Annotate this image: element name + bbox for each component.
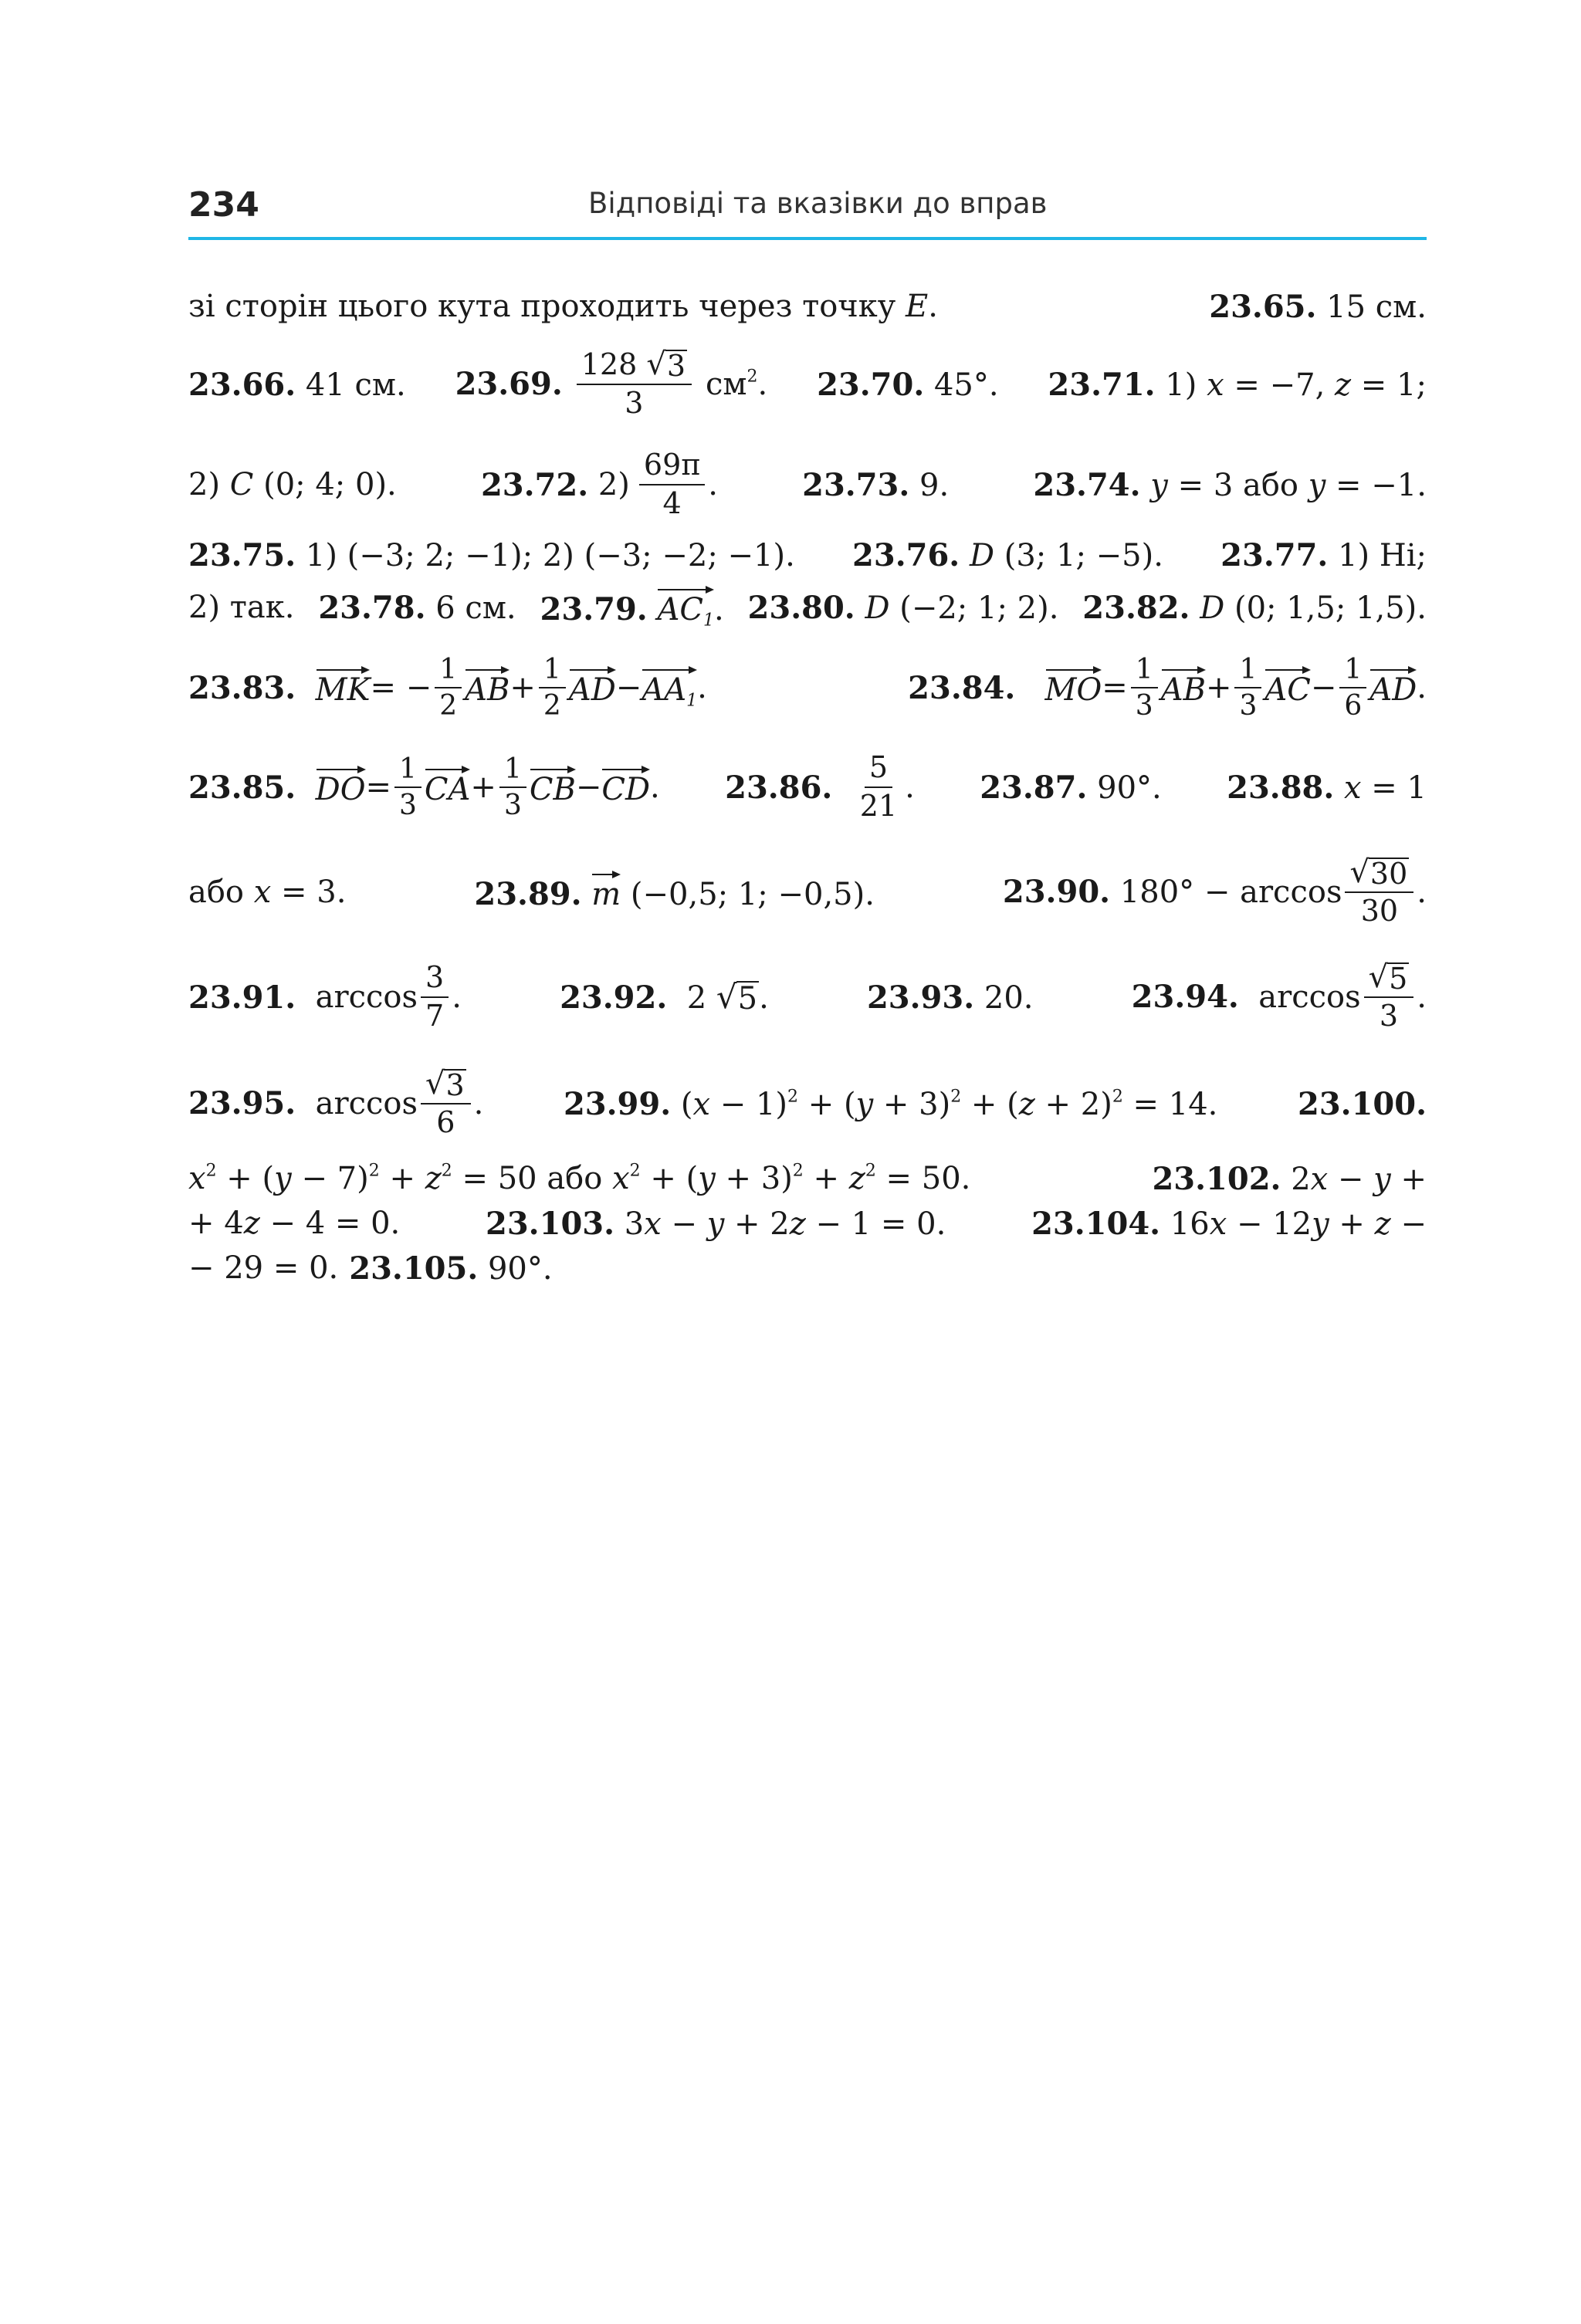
answer-text: зі сторін цього кута проходить через точку E. xyxy=(188,289,938,324)
answer-23-102: 23.102. 2x − y + xyxy=(1152,1160,1427,1197)
answer-23-75: 23.75. 1) (−3; 2; −1); 2) (−3; −2; −1). xyxy=(188,536,795,573)
vector: AB xyxy=(465,668,510,708)
answer-23-79: 23.79. $AC_1$. xyxy=(540,587,724,628)
answer-23-71-part2: 2) C (0; 4; 0). xyxy=(188,467,397,502)
answer-23-88-part2: або x = 3. xyxy=(188,874,347,910)
answer-line-10 xyxy=(188,1057,1427,1150)
answer-line-7 xyxy=(188,744,1427,830)
answer-23-88: 23.88. x = 1 xyxy=(1227,769,1427,806)
fraction: $\frac{69\pi}{4}$ xyxy=(639,448,705,520)
answer-line-3 xyxy=(188,441,1427,528)
answer-23-105: 23.105. 90°. xyxy=(349,1250,553,1287)
answer-line-9 xyxy=(188,951,1427,1044)
running-title: Відповіді та вказівки до вправ xyxy=(588,187,1048,220)
fraction: √ 30 30 xyxy=(1345,856,1413,929)
answer-23-77: 23.77. 1) Ні; xyxy=(1220,536,1427,573)
vector: $AC_1$ xyxy=(657,587,714,628)
answer-23-94: 23.94. arccos √ 5 3 . xyxy=(1131,959,1427,1033)
vector: $AA_1$ xyxy=(642,668,697,708)
answer-line-2 xyxy=(188,338,1427,431)
answer-23-93: 23.93. 20. xyxy=(866,979,1034,1016)
answer-23-99: 23.99. $(x - 1)^2 + (y + 3)^2 + (z + 2)^2 = 14$. xyxy=(563,1085,1218,1122)
answer-23-104-body: − 29 = 0. xyxy=(188,1250,339,1286)
answer-23-77-part2: 2) так. xyxy=(188,590,295,625)
answer-line-12 xyxy=(188,1204,1427,1243)
page-header xyxy=(188,182,1427,236)
answer-line-13 xyxy=(188,1249,1427,1287)
answer-line-6 xyxy=(188,645,1427,730)
answer-23-102-body: + 4z − 4 = 0. xyxy=(188,1206,401,1241)
vector: CA xyxy=(425,767,471,807)
page-number: 234 xyxy=(188,185,259,225)
answer-23-70: 23.70. 45°. xyxy=(817,366,999,403)
answer-23-92: 23.92. 2 √ 5 . xyxy=(560,977,769,1017)
vector: MO xyxy=(1045,668,1102,708)
answer-23-90: 23.90. 180° − arccos √ 30 30 . xyxy=(1002,854,1427,929)
answer-23-82: 23.82. D (0; 1,5; 1,5). xyxy=(1082,589,1427,626)
answer-23-91: 23.91. arccos $\frac{3}{7}$ . xyxy=(188,960,462,1033)
answer-23-87: 23.87. 90°. xyxy=(980,769,1162,806)
fraction: 128 √ 3 3 xyxy=(577,348,692,421)
answer-line-1 xyxy=(188,287,1427,326)
answer-23-69: 23.69. 128 √ 3 3 $см^2$. xyxy=(455,347,768,421)
answer-23-73: 23.73. 9. xyxy=(802,466,950,503)
vector: CB xyxy=(530,767,576,807)
fraction: $\frac{1}{3}$ xyxy=(1131,654,1158,722)
answer-23-78: 23.78. 6 см. xyxy=(318,589,516,626)
vector: AD xyxy=(1369,668,1417,708)
answer-23-83: 23.83. MK = − $\frac{1}{2}$ AB + $\frac{1}{2}$ AD − $AA_1$ . xyxy=(188,653,707,722)
answer-23-103: 23.103. 3x − y + 2z − 1 = 0. xyxy=(486,1205,946,1242)
answer-23-76: 23.76. D (3; 1; −5). xyxy=(852,536,1163,573)
answer-line-8 xyxy=(188,846,1427,939)
answer-line-11 xyxy=(188,1159,1427,1198)
fraction: $\frac{1}{6}$ xyxy=(1339,654,1366,722)
answer-23-95: 23.95. arccos √ 3 6 . xyxy=(188,1066,484,1140)
answer-23-84: 23.84. MO = $\frac{1}{3}$ AB + $\frac{1}{3}$ AC − $\frac{1}{6}$ AD . xyxy=(908,653,1427,722)
vector: DO xyxy=(316,767,366,807)
answer-23-86: 23.86. $\frac{5}{21}$ . xyxy=(725,750,915,823)
header-rule xyxy=(188,237,1427,240)
fraction: $\frac{1}{2}$ xyxy=(435,654,462,722)
fraction: √ 3 6 xyxy=(421,1067,471,1140)
answer-23-85: 23.85. DO = $\frac{1}{3}$ CA + $\frac{1}{3}$ CB − CD . xyxy=(188,753,660,821)
vector: MK xyxy=(316,668,371,708)
fraction: $\frac{1}{3}$ xyxy=(394,753,421,822)
fraction: $\frac{1}{3}$ xyxy=(499,753,526,822)
answer-23-80: 23.80. D (−2; 1; 2). xyxy=(747,589,1059,626)
vector: m xyxy=(591,872,621,912)
vector: AD xyxy=(569,668,616,708)
fraction: $\frac{1}{3}$ xyxy=(1234,654,1261,722)
answer-23-104: 23.104. 16x − 12y + z − xyxy=(1031,1205,1427,1242)
vector: AC xyxy=(1264,668,1311,708)
vector: AB xyxy=(1161,668,1206,708)
answer-23-100: 23.100. xyxy=(1297,1085,1427,1122)
answer-23-71: 23.71. 1) x = −7, z = 1; xyxy=(1048,366,1427,403)
answer-line-4 xyxy=(188,536,1427,574)
fraction: $\frac{1}{2}$ xyxy=(539,654,566,722)
answer-23-72: 23.72. 2) $\frac{69\pi}{4}$ . xyxy=(480,448,718,520)
answer-23-100-body: $x^2 + (y - 7)^2 + z^2 = 50$ або $x^2 + (y + 3)^2 + z^2 = 50$. xyxy=(188,1161,971,1196)
answer-23-74: 23.74. y = 3 або y = −1. xyxy=(1033,466,1427,503)
fraction: $\frac{3}{7}$ xyxy=(421,961,449,1033)
answer-line-5 xyxy=(188,580,1427,634)
answer-23-89: 23.89. m (−0,5; 1; −0,5). xyxy=(474,872,875,912)
fraction: $\frac{5}{21}$ xyxy=(859,750,898,823)
fraction: √ 5 3 xyxy=(1364,961,1414,1033)
answer-23-66: 23.66. 41 см. xyxy=(188,366,406,403)
vector: CD xyxy=(601,767,650,807)
answer-23-65: 23.65. 15 см. xyxy=(1209,288,1427,325)
